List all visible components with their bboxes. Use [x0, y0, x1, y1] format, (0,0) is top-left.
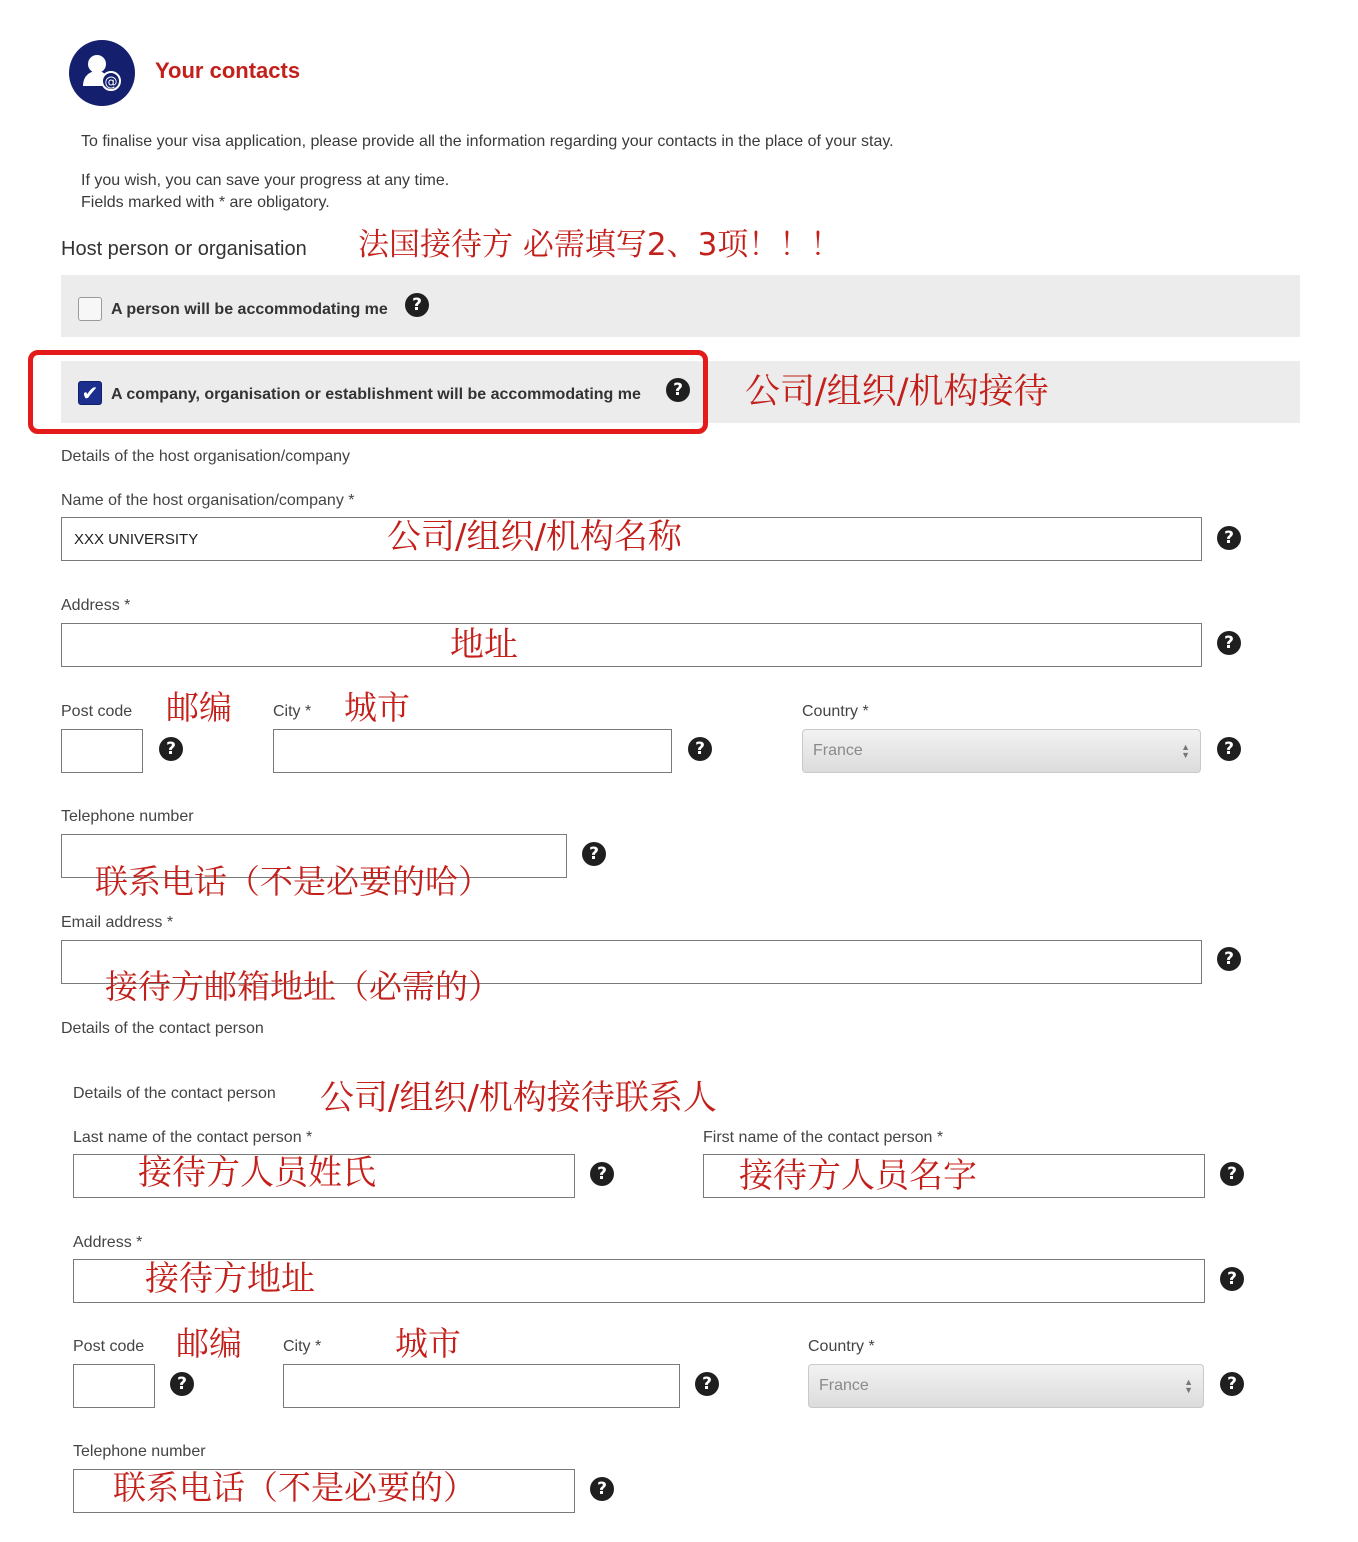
page-title: Your contacts — [155, 58, 301, 83]
person-checkbox[interactable] — [78, 297, 102, 321]
org-section-title: Details of the host organisation/company — [61, 448, 351, 465]
person-option-label[interactable]: A person will be accommodating me — [111, 301, 388, 318]
help-icon[interactable]: ? — [1220, 1372, 1244, 1396]
contact-postcode-label: Post code — [73, 1338, 145, 1355]
contact-postcode-input[interactable] — [73, 1364, 155, 1408]
svg-text:@: @ — [104, 75, 118, 90]
help-icon[interactable]: ? — [170, 1372, 194, 1396]
org-city-label: City * — [273, 703, 312, 720]
company-annotation: 公司/组织/机构接待 — [745, 372, 1049, 412]
company-checkbox[interactable]: ✔ — [78, 381, 102, 405]
org-address-input[interactable] — [61, 623, 1202, 667]
contact-postcode-annotation: 邮编 — [176, 1324, 242, 1363]
contact-country-value: France — [819, 1377, 869, 1394]
help-icon[interactable]: ? — [405, 293, 429, 317]
contact-section-title: Details of the contact person — [61, 1020, 264, 1037]
help-icon[interactable]: ? — [688, 737, 712, 761]
org-country-label: Country * — [802, 703, 869, 720]
contact-city-label: City * — [283, 1338, 322, 1355]
help-icon[interactable]: ? — [1217, 631, 1241, 655]
org-name-value: XXX UNIVERSITY — [74, 530, 199, 548]
org-country-value: France — [813, 742, 863, 759]
contact-country-label: Country * — [808, 1338, 875, 1355]
contact-sub-annotation: 公司/组织/机构接待联系人 — [320, 1078, 717, 1118]
help-icon[interactable]: ? — [1217, 947, 1241, 971]
host-heading: Host person or organisation — [61, 238, 307, 260]
help-icon[interactable]: ? — [1220, 1162, 1244, 1186]
contact-phone-label: Telephone number — [73, 1443, 206, 1460]
org-email-label: Email address * — [61, 914, 174, 931]
org-email-annotation: 接待方邮箱地址（必需的） — [105, 967, 501, 1006]
contacts-icon — [69, 40, 135, 106]
company-option-label[interactable]: A company, organisation or establishment will be accommodating me — [111, 386, 641, 403]
org-phone-annotation: 联系电话（不是必要的哈） — [95, 862, 491, 901]
org-postcode-label: Post code — [61, 703, 133, 720]
help-icon[interactable]: ? — [1217, 737, 1241, 761]
help-icon[interactable]: ? — [1220, 1267, 1244, 1291]
help-icon[interactable]: ? — [159, 737, 183, 761]
select-arrows-icon: ▲ ▼ — [1184, 1377, 1193, 1395]
obligatory-note: Fields marked with * are obligatory. — [81, 194, 330, 211]
contact-address-label: Address * — [73, 1234, 143, 1251]
org-country-select[interactable] — [802, 729, 1201, 773]
select-arrows-icon: ▲ ▼ — [1181, 742, 1190, 760]
highlight-box — [28, 350, 708, 434]
contact-city-input[interactable] — [283, 1364, 680, 1408]
org-address-label: Address * — [61, 597, 131, 614]
help-icon[interactable]: ? — [590, 1477, 614, 1501]
org-postcode-input[interactable] — [61, 729, 143, 773]
contact-country-select[interactable] — [808, 1364, 1204, 1408]
contact-firstname-label: First name of the contact person * — [703, 1129, 944, 1146]
help-icon[interactable]: ? — [1217, 526, 1241, 550]
contact-lastname-annotation: 接待方人员姓氏 — [138, 1153, 376, 1193]
help-icon[interactable]: ? — [666, 378, 690, 402]
contact-sub-title: Details of the contact person — [73, 1085, 276, 1102]
contact-city-annotation: 城市 — [395, 1324, 461, 1363]
help-icon[interactable]: ? — [590, 1162, 614, 1186]
org-postcode-annotation: 邮编 — [166, 688, 232, 727]
help-icon[interactable]: ? — [582, 842, 606, 866]
contact-firstname-annotation: 接待方人员名字 — [739, 1156, 977, 1196]
save-progress-text: If you wish, you can save your progress at any time. — [81, 172, 450, 189]
host-annotation: 法国接待方 必需填写2、3项！！！ — [358, 227, 842, 263]
org-name-label: Name of the host organisation/company * — [61, 492, 355, 509]
org-city-input[interactable] — [273, 729, 672, 773]
help-icon[interactable]: ? — [695, 1372, 719, 1396]
org-name-annotation: 公司/组织/机构名称 — [387, 517, 682, 557]
contact-address-annotation: 接待方地址 — [145, 1259, 315, 1299]
intro-text: To finalise your visa application, please provide all the information regarding your contacts in the place of your stay. — [81, 133, 894, 150]
contact-phone-annotation: 联系电话（不是必要的） — [113, 1468, 476, 1507]
contact-lastname-label: Last name of the contact person * — [73, 1129, 313, 1146]
org-address-annotation: 地址 — [450, 625, 518, 665]
org-city-annotation: 城市 — [344, 688, 410, 727]
org-phone-label: Telephone number — [61, 808, 194, 825]
